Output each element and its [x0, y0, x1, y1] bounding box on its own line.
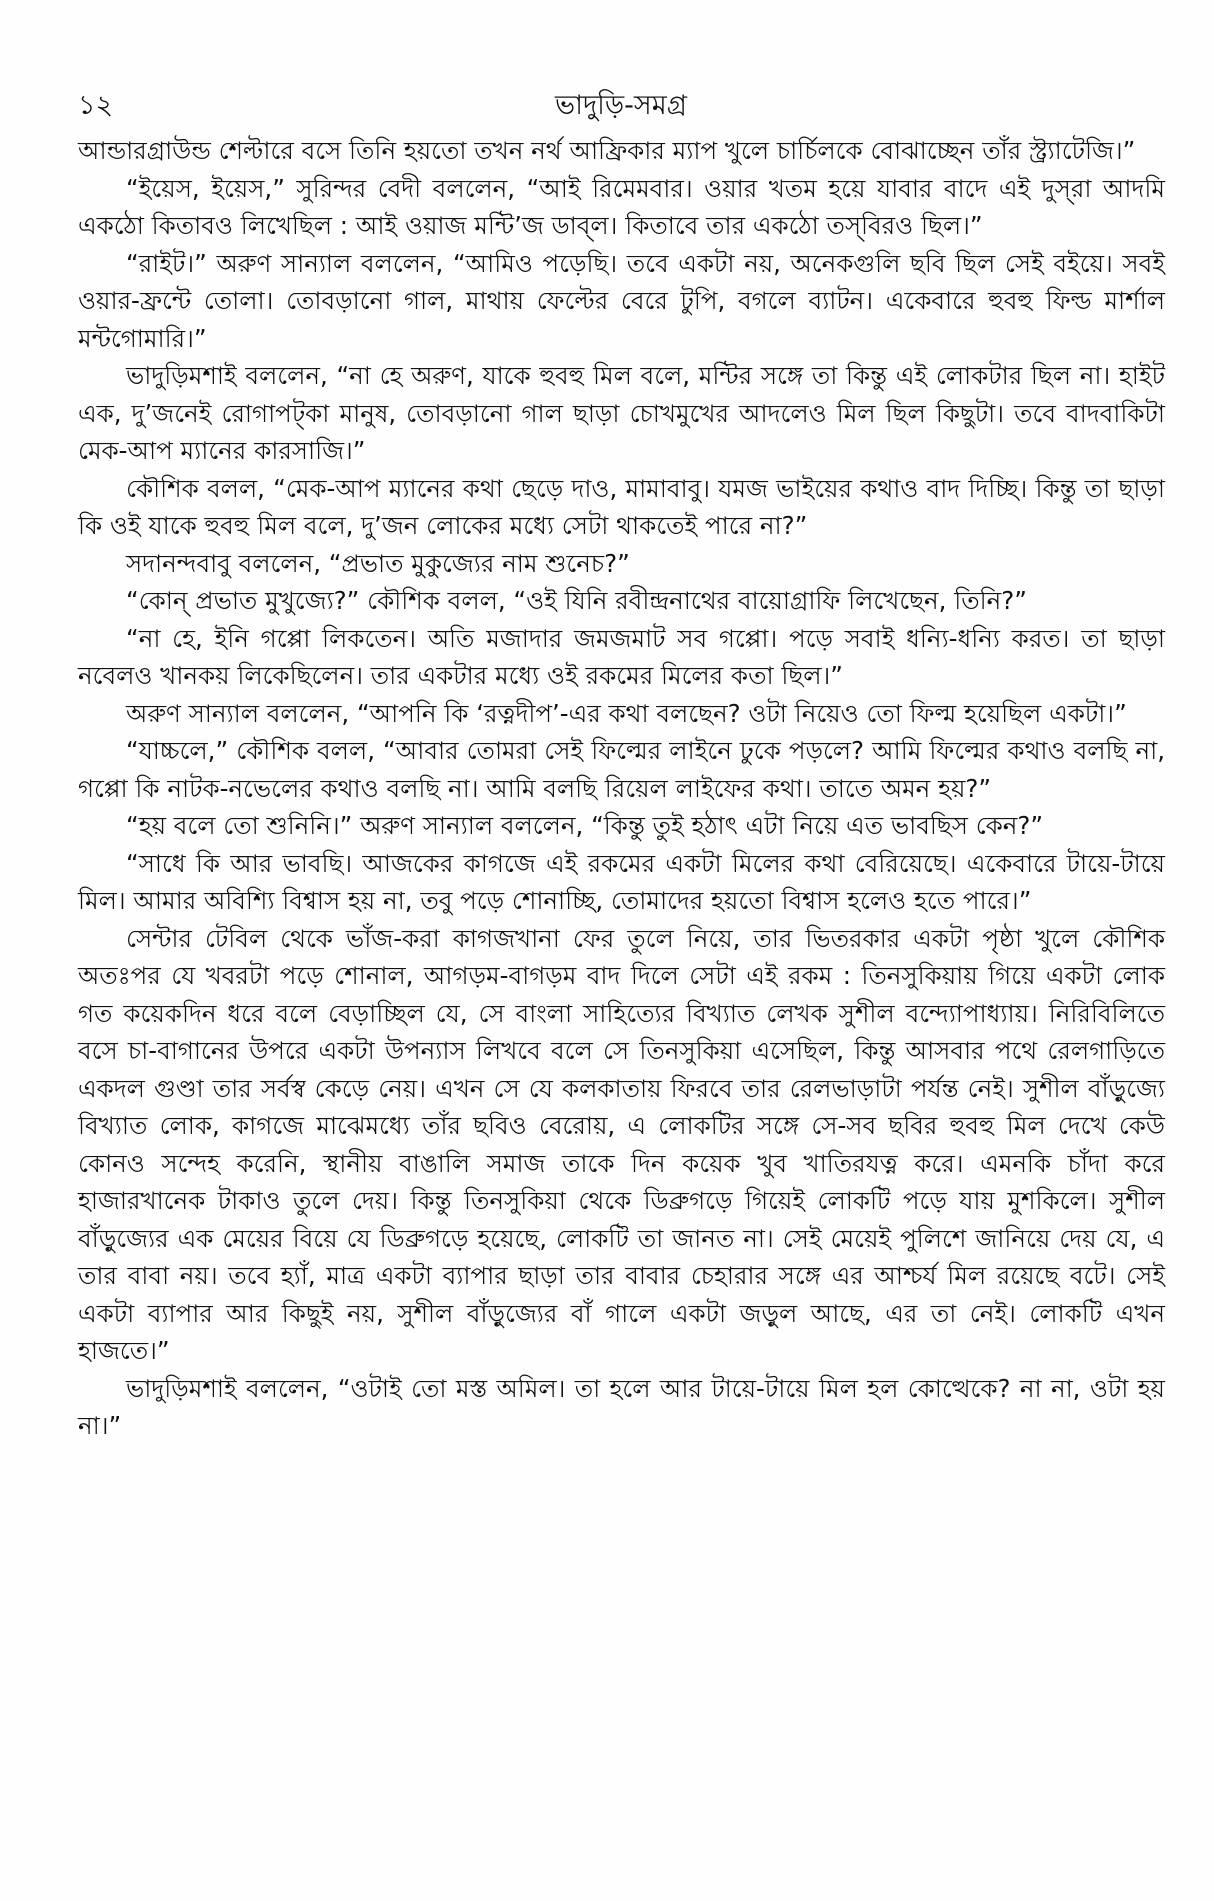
paragraph: ভাদুড়িমশাই বললেন, “না হে অরুণ, যাকে হুবহু মিল বলে, মন্টির সঙ্গে তা কিন্তু এই লোকটার ছিল না। হাইট এক, দু’জনেই রোগাপট্‌কা মানুষ, তোবড়ানো গাল ছাড়া চোখমুখের আদলেও মিল ছিল কিছুটা। তবে বাদবাকিটা মেক-আপ ম্যানের কারসাজি।” — [78, 361, 1165, 465]
paragraph: “না হে, ইনি গপ্পো লিকতেন। অতি মজাদার জমজমাট সব গপ্পো। পড়ে সবাই ধন্যি-ধন্যি করত। তা ছাড়া নবেলও খানকয় লিকেছিলেন। তার একটার মধ্যে ওই রকমের মিলের কতা ছিল।” — [78, 623, 1165, 690]
paragraph: ভাদুড়িমশাই বললেন, “ওটাই তো মস্ত অমিল। তা হলে আর টায়ে-টায়ে মিল হল কোত্থেকে? না না, ওটা হয় না।” — [78, 1373, 1165, 1440]
paragraph: “ইয়েস, ইয়েস,” সুরিন্দর বেদী বললেন, “আই রিমেমবার। ওয়ার খতম হয়ে যাবার বাদে এই দুস্‌রা আদমি একঠো কিতাবও লিখেছিল : আই ওয়াজ মন্টি’জ ডাব্‌ল। কিতাবে তার একঠো তস্‌বিরও ছিল।” — [78, 173, 1165, 240]
page-number: ১২ — [78, 90, 114, 121]
paragraph: “হয় বলে তো শুনিনি।” অরুণ সান্যাল বললেন, “কিন্তু তুই হঠাৎ এটা নিয়ে এত ভাবছিস কেন?” — [126, 811, 1044, 840]
paragraph: “যাচ্চলে,” কৌশিক বলল, “আবার তোমরা সেই ফিল্মের লাইনে ঢুকে পড়লে? আমি ফিল্মের কথাও বলছি না, গপ্পো কি নাটক-নভেলের কথাও বলছি না। আমি বলছি রিয়েল লাইফের কথা। তাতে অমন হয়?” — [78, 736, 1165, 803]
paragraph: সেন্টার টেবিল থেকে ভাঁজ-করা কাগজখানা ফের তুলে নিয়ে, তার ভিতরকার একটা পৃষ্ঠা খুলে কৌশিক অতঃপর যে খবরটা পড়ে শোনাল, আগড়ম-বাগড়ম বাদ দিলে সেটা এই রকম : তিনসুকিয়ায় গিয়ে একটা লোক গত কয়েকদিন ধরে বলে বেড়াচ্ছিল যে, সে বাংলা সাহিত্যের বিখ্যাত লেখক সুশীল বন্দ্যোপাধ্যায়। নিরিবিলিতে বসে চা-বাগানের উপরে একটা উপন্যাস লিখবে বলে সে তিনসুকিয়া এসেছিল, কিন্তু আসবার পথে রেলগাড়িতে একদল গুণ্ডা তার সর্বস্ব কেড়ে নেয়। এখন সে যে কলকাতায় ফিরবে তার রেলভাড়াটা পর্যন্ত নেই। সুশীল বাঁড়ুজ্যে বিখ্যাত লোক, কাগজে মাঝেমধ্যে তাঁর ছবিও বেরোয়, এ লোকটির সঙ্গে সে-সব ছবির হুবহু মিল দেখে কেউ কোনও সন্দেহ করেনি, স্থানীয় বাঙালি সমাজ তাকে দিন কয়েক খুব খাতিরযত্ন করে। এমনকি চাঁদা করে হাজারখানেক টাকাও তুলে দেয়। কিন্তু তিনসুকিয়া থেকে ডিব্রুগড়ে গিয়েই লোকটি পড়ে যায় মুশকিলে। সুশীল বাঁড়ুজ্যের এক মেয়ের বিয়ে যে ডিব্রুগড়ে হয়েছে, লোকটি তা জানত না। সেই মেয়েই পুলিশে জানিয়ে দেয় যে, এ তার বাবা নয়। তবে হ্যাঁ, মাত্র একটা ব্যাপার ছাড়া তার বাবার চেহারার সঙ্গে এর আশ্চর্য মিল রয়েছে বটে। সেই একটা ব্যাপার আর কিছুই নয়, সুশীল বাঁড়ুজ্যের বাঁ গালে একটা জড়ুল আছে, এর তা নেই। লোকটি এখন হাজতে।” — [78, 923, 1166, 1365]
paragraph: “কোন্‌ প্রভাত মুখুজ্যে?” কৌশিক বলল, “ওই যিনি রবীন্দ্রনাথের বায়োগ্রাফি লিখেছেন, তিনি?” — [126, 586, 1027, 615]
paragraph: আন্ডারগ্রাউন্ড শেল্টারে বসে তিনি হয়তো তখন নর্থ আফ্রিকার ম্যাপ খুলে চার্চিলকে বোঝাচ্ছেন তাঁর স্ট্র্যাটেজি।” — [78, 136, 1136, 165]
running-title: ভাদুড়ি-সমগ্র — [555, 90, 687, 121]
paragraph: অরুণ সান্যাল বললেন, “আপনি কি ‘রত্নদীপ’-এর কথা বলছেন? ওটা নিয়েও তো ফিল্ম হয়েছিল একটা।” — [126, 698, 1127, 728]
paragraph: “সাধে কি আর ভাবছি। আজকের কাগজে এই রকমের একটা মিলের কথা বেরিয়েছে। একেবারে টায়ে-টায়ে মিল। আমার অবিশ্যি বিশ্বাস হয় না, তবু পড়ে শোনাচ্ছি, তোমাদের হয়তো বিশ্বাস হলেও হতে পারে।” — [78, 848, 1165, 915]
page-body — [78, 132, 1165, 1445]
paragraph: কৌশিক বলল, “মেক-আপ ম্যানের কথা ছেড়ে দাও, মামাবাবু। যমজ ভাইয়ের কথাও বাদ দিচ্ছি। কিন্তু তা ছাড়া কি ওই যাকে হুবহু মিল বলে, দু’জন লোকের মধ্যে সেটা থাকতেই পারে না?” — [78, 473, 1165, 540]
paragraph: “রাইট।” অরুণ সান্যাল বললেন, “আমিও পড়েছি। তবে একটা নয়, অনেকগুলি ছবি ছিল সেই বইয়ে। সবই ওয়ার-ফ্রন্টে তোলা। তোবড়ানো গাল, মাথায় ফেল্টের বেরে টুপি, বগলে ব্যাটন। একেবারে হুবহু ফিল্ড মার্শাল মন্টগোমারি।” — [78, 248, 1165, 353]
page-header — [78, 86, 1164, 126]
paragraph: সদানন্দবাবু বললেন, “প্রভাত মুকুজ্যের নাম শুনেচ?” — [126, 548, 630, 578]
